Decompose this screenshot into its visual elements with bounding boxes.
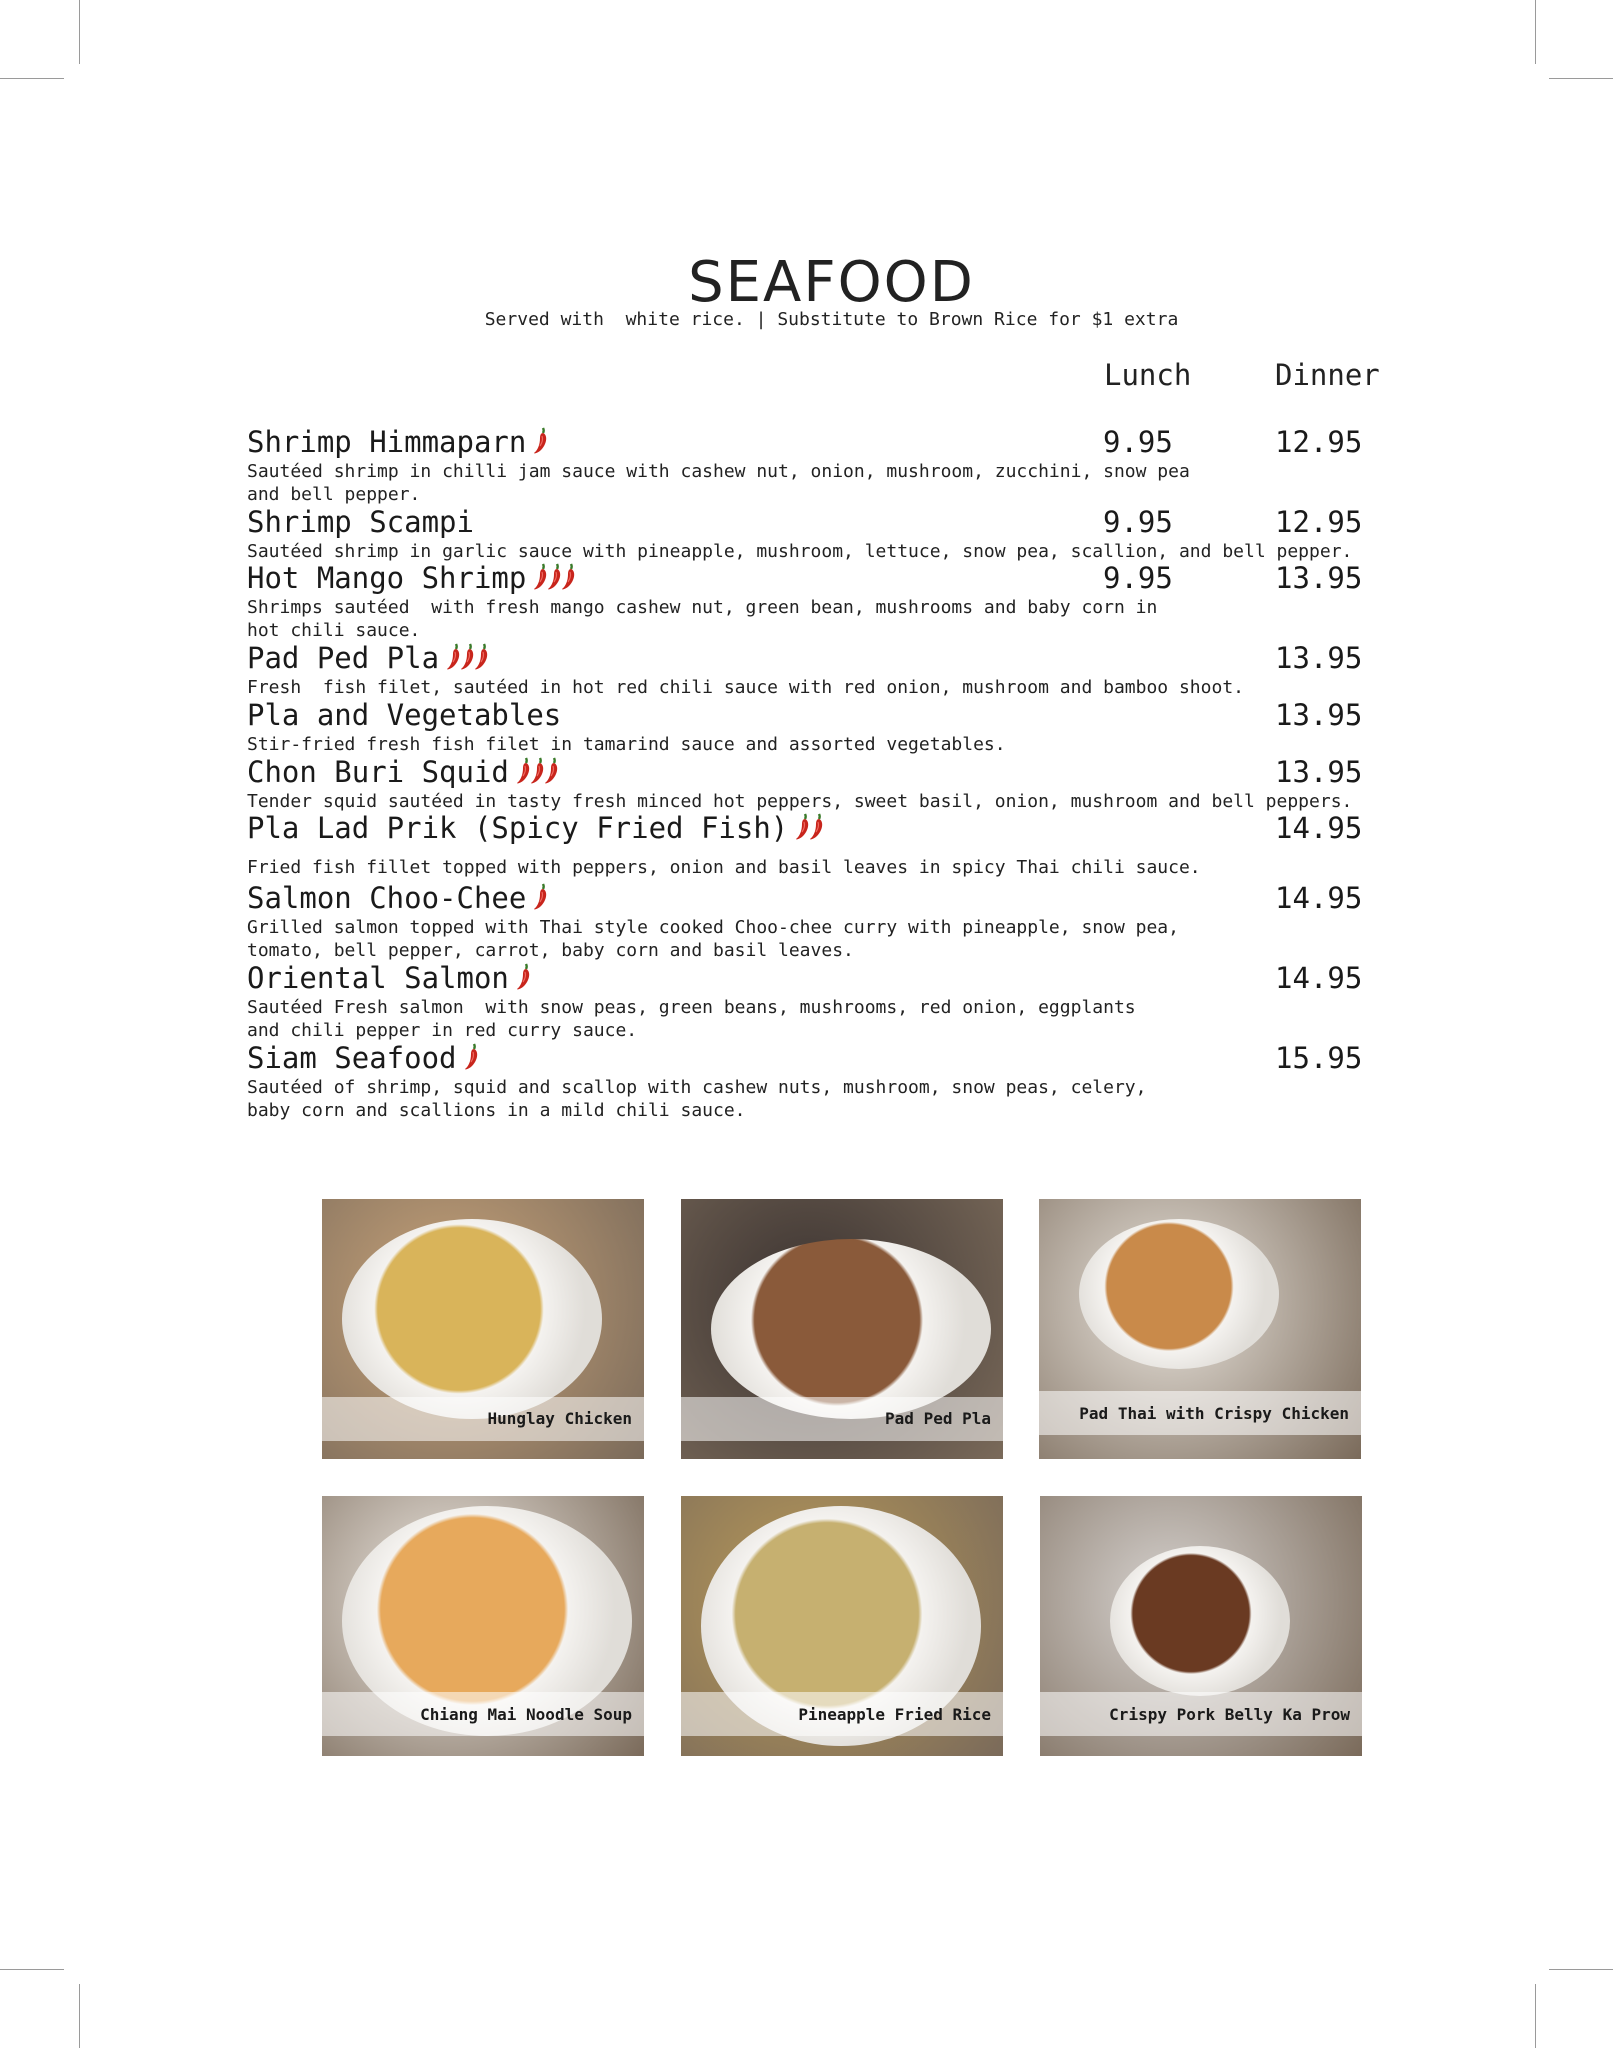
crop-mark — [1535, 1984, 1536, 2048]
item-description: Shrimps sautéed with fresh mango cashew nut, green bean, mushrooms and baby corn in hot chili sauce. — [247, 597, 1158, 641]
dinner-price: 15.95 — [1275, 1041, 1363, 1075]
photo-caption: Pad Thai with Crispy Chicken — [1079, 1404, 1349, 1423]
item-description: Sautéed shrimp in chilli jam sauce with cashew nut, onion, mushroom, zucchini, snow pea and bell pepper. — [247, 461, 1190, 505]
dinner-price: 13.95 — [1275, 755, 1363, 789]
item-description: Sautéed of shrimp, squid and scallop with cashew nuts, mushroom, snow peas, celery, baby corn and scallions in a mild chili sauce. — [247, 1077, 1147, 1121]
item-name: Siam Seafood — [247, 1041, 457, 1075]
plate-image — [711, 1239, 991, 1419]
spicy-level-icons — [515, 756, 557, 792]
dinner-price: 14.95 — [1275, 961, 1363, 995]
chili-pepper-icon — [808, 812, 826, 842]
photo-caption: Pad Ped Pla — [885, 1409, 991, 1428]
item-name: Pla and Vegetables — [247, 698, 562, 732]
item-name: Pad Ped Pla — [247, 641, 440, 675]
lunch-column-header: Lunch — [1104, 358, 1192, 392]
spicy-level-icons — [532, 426, 546, 462]
item-description: Grilled salmon topped with Thai style cooked Choo-chee curry with pineapple, snow pea, tomato, bell pepper, carrot, baby corn and basil leaves. — [247, 917, 1179, 961]
food-photo-pad-ped-pla — [681, 1199, 1003, 1459]
item-description: Fresh fish filet, sautéed in hot red chili sauce with red onion, mushroom and bamboo shoot. — [247, 677, 1244, 698]
crop-mark — [1549, 1969, 1613, 1970]
crop-mark — [1549, 78, 1613, 79]
dinner-price: 14.95 — [1275, 811, 1363, 845]
page-subtitle: Served with white rice. | Substitute to Brown Rice for $1 extra — [484, 309, 1179, 330]
item-description: Tender squid sautéed in tasty fresh minced hot peppers, sweet basil, onion, mushroom and bell peppers. — [247, 791, 1353, 812]
item-description: Sautéed Fresh salmon with snow peas, green beans, mushrooms, red onion, eggplants and chili pepper in red curry sauce. — [247, 997, 1136, 1041]
dinner-price: 12.95 — [1275, 505, 1363, 539]
item-description: Stir-fried fresh fish filet in tamarind sauce and assorted vegetables. — [247, 734, 1006, 755]
chili-pepper-icon — [463, 1042, 481, 1072]
item-name: Pla Lad Prik (Spicy Fried Fish) — [247, 811, 789, 845]
plate-image — [1079, 1219, 1279, 1369]
chili-pepper-icon — [515, 962, 533, 992]
dinner-price: 13.95 — [1275, 561, 1363, 595]
crop-mark — [79, 1984, 80, 2048]
lunch-price: 9.95 — [1103, 505, 1173, 539]
spicy-level-icons — [794, 812, 822, 848]
photo-caption: Hunglay Chicken — [487, 1409, 632, 1428]
spicy-level-icons — [463, 1042, 477, 1078]
crop-mark — [79, 0, 80, 64]
dinner-price: 14.95 — [1275, 881, 1363, 915]
spicy-level-icons — [445, 642, 487, 678]
dinner-price: 13.95 — [1275, 641, 1363, 675]
food-photo-hunglay-chicken — [322, 1199, 644, 1459]
chili-pepper-icon — [532, 426, 550, 456]
spicy-level-icons — [532, 882, 546, 918]
chili-pepper-icon — [543, 756, 561, 786]
item-description: Fried fish fillet topped with peppers, onion and basil leaves in spicy Thai chili sauce. — [247, 857, 1201, 878]
item-description: Sautéed shrimp in garlic sauce with pineapple, mushroom, lettuce, snow pea, scallion, and bell pepper. — [247, 541, 1353, 562]
food-photo-chiang-mai-noodle-soup — [322, 1496, 644, 1756]
chili-pepper-icon — [560, 562, 578, 592]
lunch-price: 9.95 — [1103, 561, 1173, 595]
item-name: Salmon Choo-Chee — [247, 881, 527, 915]
food-photo-pineapple-fried-rice — [681, 1496, 1003, 1756]
chili-pepper-icon — [532, 882, 550, 912]
plate-image — [1110, 1546, 1290, 1696]
item-name: Shrimp Scampi — [247, 505, 474, 539]
photo-caption: Chiang Mai Noodle Soup — [420, 1705, 632, 1724]
photo-caption: Crispy Pork Belly Ka Prow — [1109, 1705, 1350, 1724]
plate-image — [342, 1219, 602, 1419]
lunch-price: 9.95 — [1103, 425, 1173, 459]
item-name: Chon Buri Squid — [247, 755, 509, 789]
item-name: Hot Mango Shrimp — [247, 561, 527, 595]
crop-mark — [0, 1969, 64, 1970]
photo-caption: Pineapple Fried Rice — [798, 1705, 991, 1724]
spicy-level-icons — [515, 962, 529, 998]
food-photo-pad-thai-crispy-chicken — [1039, 1199, 1361, 1459]
dinner-price: 13.95 — [1275, 698, 1363, 732]
food-photo-crispy-pork-belly — [1040, 1496, 1362, 1756]
page-title: SEAFOOD — [688, 250, 975, 315]
dinner-price: 12.95 — [1275, 425, 1363, 459]
crop-mark — [1535, 0, 1536, 64]
spicy-level-icons — [532, 562, 574, 598]
chili-pepper-icon — [473, 642, 491, 672]
item-name: Oriental Salmon — [247, 961, 509, 995]
item-name: Shrimp Himmaparn — [247, 425, 527, 459]
dinner-column-header: Dinner — [1275, 358, 1380, 392]
crop-mark — [0, 78, 64, 79]
